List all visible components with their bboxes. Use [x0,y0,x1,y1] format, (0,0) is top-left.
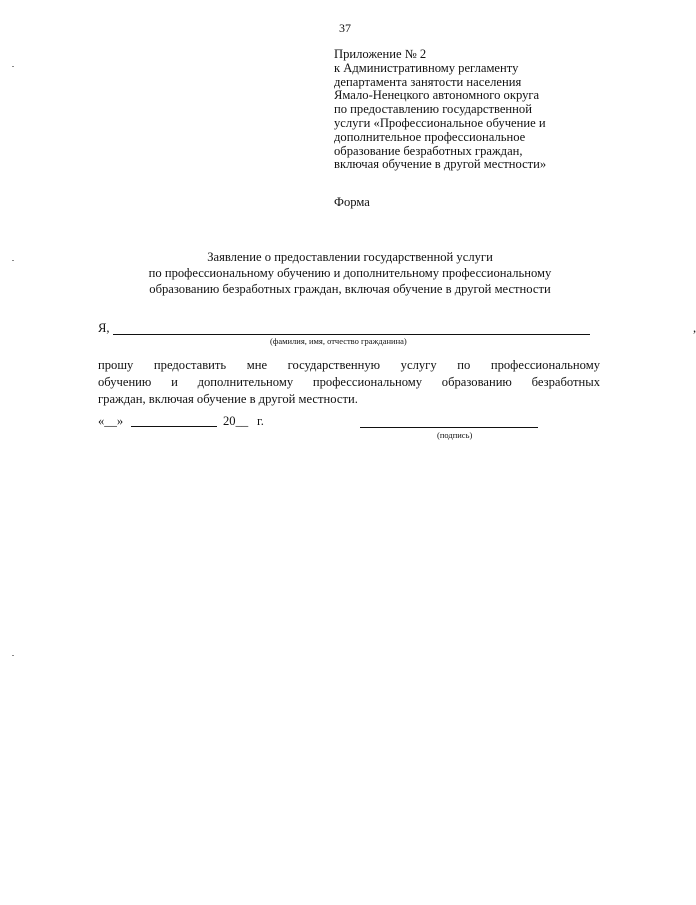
document-title [100,249,600,297]
date-year-suffix: г. [257,414,264,428]
appendix-line: дополнительное профессиональное [334,129,526,144]
appendix-block [334,48,614,172]
title-line: образованию безработных граждан, включая обучение в другой местности [149,282,551,296]
signature-field[interactable] [360,427,538,428]
signature-caption: (подпись) [437,430,473,440]
appendix-line: Приложение № 2 [334,47,427,61]
request-line: граждан, включая обучение в другой местности. [98,392,358,406]
request-text [98,357,600,408]
appendix-line: к Административному регламенту [334,60,519,75]
date-day[interactable]: «__» [98,414,124,428]
margin-mark [12,66,14,67]
title-line: по профессиональному обучению и дополнительному профессиональному [148,266,552,280]
applicant-name-row [98,321,696,337]
appendix-line: департамента занятости населения [334,74,522,89]
applicant-prefix: Я, [98,321,110,335]
appendix-line: услуги «Профессиональное обучение и [334,115,546,130]
applicant-name-caption: (фамилия, имя, отчество гражданина) [270,336,407,346]
form-label: Форма [334,195,370,209]
date-row [98,414,358,430]
appendix-line: образование безработных граждан, [334,143,523,158]
applicant-suffix: , [693,321,696,335]
margin-mark [12,260,14,261]
applicant-name-field[interactable] [113,334,590,335]
appendix-line: Ямало-Ненецкого автономного округа [334,88,540,103]
margin-mark [12,655,14,656]
request-line: прошу предоставить мне государственную услугу по профессиональному [98,358,600,372]
appendix-line: по предоставлению государственной [334,102,532,117]
request-line: обучению и дополнительному профессиональному образованию безработных [98,375,600,389]
date-year[interactable]: 20__ [223,414,249,428]
appendix-line: включая обучение в другой местности» [334,157,547,172]
page-number: 37 [339,21,351,35]
title-line: Заявление о предоставлении государственной услуги [207,250,493,264]
